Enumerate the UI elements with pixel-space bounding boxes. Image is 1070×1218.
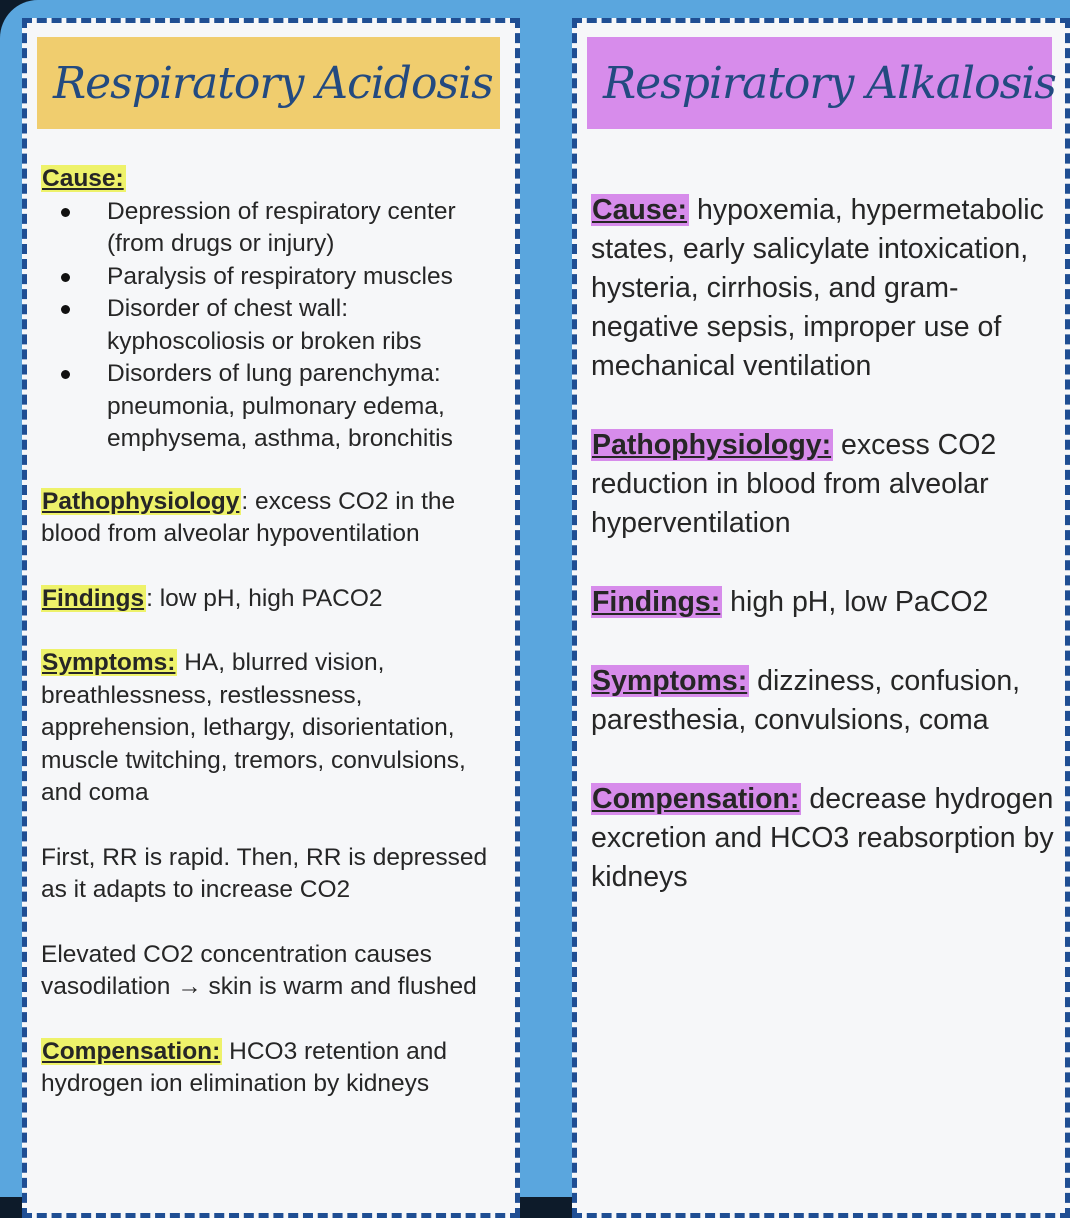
acidosis-pathophysiology-text: : excess CO2 in the blood from alveolar hypoventilation <box>41 487 456 547</box>
acidosis-compensation-section <box>41 1036 507 1101</box>
alkalosis-findings-label: Findings: <box>592 586 721 618</box>
acidosis-findings-text: : low pH, high PACO2 <box>146 584 383 612</box>
list-item: Disorders of lung parenchyma: pneumonia, pulmonary edema, emphysema, asthma, bronchitis <box>107 358 507 456</box>
acidosis-cause-label: Cause: <box>42 165 124 192</box>
acidosis-card <box>22 18 520 1218</box>
list-item: Disorder of chest wall: kyphoscoliosis or broken ribs <box>107 293 507 358</box>
acidosis-pathophysiology-section <box>41 486 507 551</box>
acidosis-content <box>41 163 507 1101</box>
acidosis-symptoms-label: Symptoms: <box>42 649 176 676</box>
alkalosis-findings-section <box>591 583 1057 622</box>
acidosis-symptoms-section <box>41 647 507 810</box>
alkalosis-title: Respiratory Alkalosis <box>603 57 1056 109</box>
acidosis-vasodilation-note: Elevated CO2 concentration causes vasodilation → skin is warm and flushed <box>41 940 477 1000</box>
alkalosis-cause-text: hypoxemia, hypermetabolic states, early salicylate intoxication, hysteria, cirrhosis, and gram-negative sepsis, improper use of mechanical ventilation <box>591 194 1044 382</box>
acidosis-rr-note: First, RR is rapid. Then, RR is depressed as it adapts to increase CO2 <box>41 843 488 903</box>
acidosis-title-banner <box>37 37 500 129</box>
alkalosis-symptoms-text: dizziness, confusion, paresthesia, convulsions, coma <box>591 665 1021 736</box>
alkalosis-cause-label: Cause: <box>592 194 688 226</box>
acidosis-title: Respiratory Acidosis <box>53 57 493 109</box>
acidosis-compensation-label: Compensation: <box>42 1037 221 1065</box>
alkalosis-compensation-section <box>591 780 1057 897</box>
list-item: Paralysis of respiratory muscles <box>107 261 507 294</box>
acidosis-symptoms-text: HA, blurred vision, breathlessness, restlessness, apprehension, lethargy, disorientation, muscle twitching, tremors, convulsions, and coma <box>41 649 466 806</box>
alkalosis-cause-section <box>591 191 1057 386</box>
alkalosis-symptoms-section <box>591 662 1057 740</box>
acidosis-findings-section <box>41 583 507 616</box>
alkalosis-content <box>591 191 1057 897</box>
acidosis-pathophysiology-label: Pathophysiology <box>42 487 240 515</box>
alkalosis-pathophysiology-section <box>591 426 1057 543</box>
acidosis-compensation-text: HCO3 retention and hydrogen ion elimination by kidneys <box>41 1037 448 1097</box>
alkalosis-findings-text: high pH, low PaCO2 <box>722 586 989 618</box>
alkalosis-title-banner <box>587 37 1056 129</box>
alkalosis-symptoms-label: Symptoms: <box>592 665 748 697</box>
acidosis-cause-list <box>41 196 507 456</box>
acidosis-cause-section <box>41 163 507 456</box>
alkalosis-compensation-text: decrease hydrogen excretion and HCO3 reabsorption by kidneys <box>591 783 1054 893</box>
alkalosis-pathophysiology-text: excess CO2 reduction in blood from alveolar hyperventilation <box>591 429 997 539</box>
alkalosis-compensation-label: Compensation: <box>592 783 800 815</box>
alkalosis-pathophysiology-label: Pathophysiology: <box>592 429 832 461</box>
alkalosis-card <box>572 18 1070 1218</box>
acidosis-findings-label: Findings <box>42 584 145 612</box>
list-item: Depression of respiratory center (from drugs or injury) <box>107 196 507 261</box>
